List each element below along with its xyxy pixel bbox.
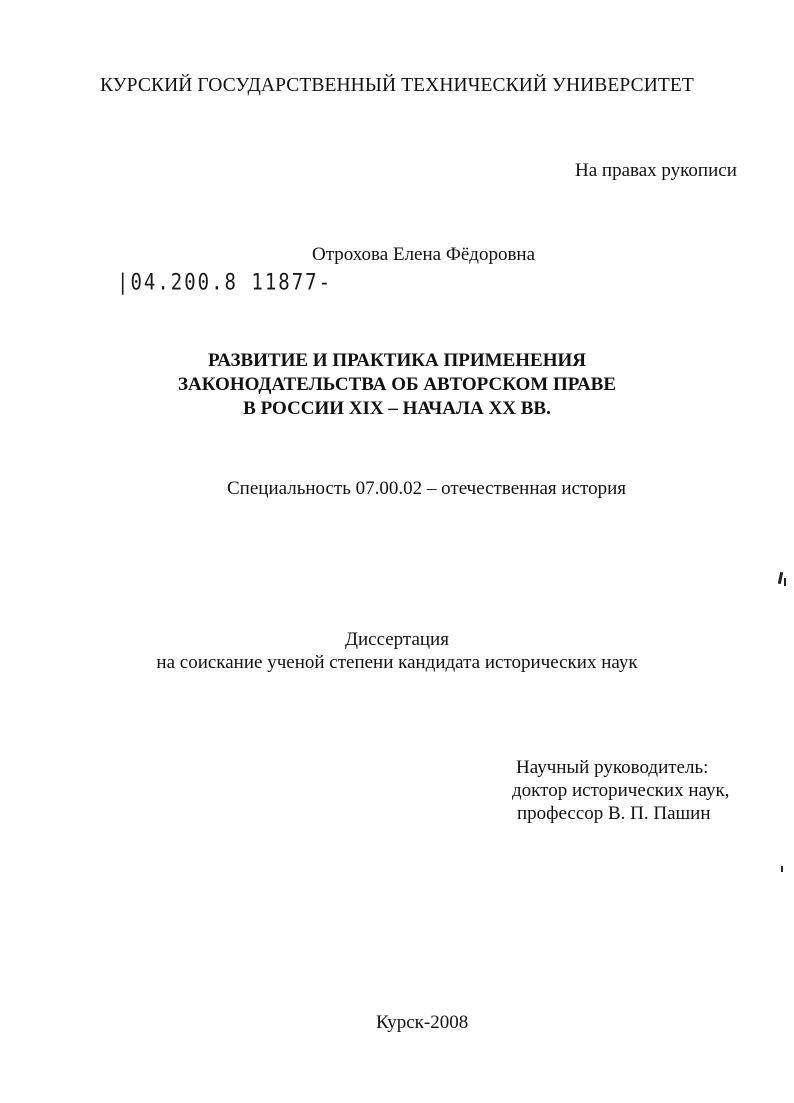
- title-line-2: ЗАКОНОДАТЕЛЬСТВА ОБ АВТОРСКОМ ПРАВЕ: [177, 374, 617, 395]
- title-line-1: РАЗВИТИЕ И ПРАКТИКА ПРИМЕНЕНИЯ: [208, 350, 586, 371]
- supervisor-degree: доктор исторических наук,: [512, 780, 730, 801]
- scan-speck-mark: [778, 572, 783, 584]
- dissertation-title: [0, 349, 794, 421]
- university-name: КУРСКИЙ ГОСУДАРСТВЕННЫЙ ТЕХНИЧЕСКИЙ УНИВЕРСИТЕТ: [100, 75, 694, 96]
- scan-speck-mark: [784, 578, 786, 586]
- supervisor-label: Научный руководитель:: [516, 757, 709, 778]
- scan-speck-mark: [781, 866, 783, 872]
- manuscript-note: На правах рукописи: [575, 160, 737, 181]
- dissertation-degree: на соискание ученой степени кандидата исторических наук: [156, 652, 638, 673]
- title-line-3: В РОССИИ XIX – НАЧАЛА XX ВВ.: [243, 398, 551, 419]
- dissertation-block: [0, 628, 794, 674]
- specialty-line: Специальность 07.00.02 – отечественная история: [227, 478, 626, 499]
- registration-stamp: |04.200.8 11877-: [117, 270, 333, 296]
- supervisor-block: [512, 756, 729, 825]
- dissertation-type: Диссертация: [345, 629, 449, 650]
- author-name: Отрохова Елена Фёдоровна: [312, 244, 536, 265]
- supervisor-name: профессор В. П. Пашин: [517, 803, 711, 824]
- city-year: Курск-2008: [376, 1012, 469, 1033]
